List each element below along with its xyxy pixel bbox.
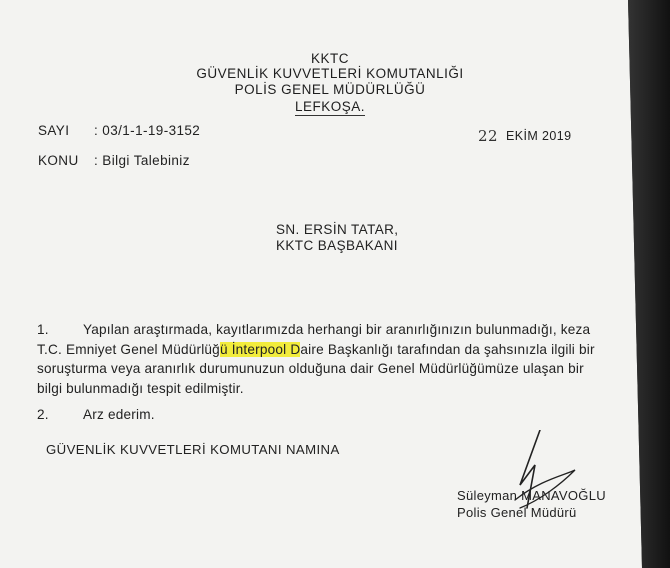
paragraph-2-text: Arz ederim. — [83, 407, 155, 422]
addressee-title: KKTC BAŞBAKANI — [276, 238, 398, 253]
sayi-label: SAYI — [38, 123, 70, 138]
signatory-name: Süleyman MANAVOĞLU — [457, 488, 606, 503]
paragraph-1-line-1-text: Yapılan araştırmada, kayıtlarımızda herhangi bir aranırlığınızın bulunmadığı, keza — [83, 322, 591, 337]
paragraph-1-number: 1. — [37, 322, 49, 337]
paragraph-2-number: 2. — [37, 407, 49, 422]
header-city-text: LEFKOŞA. — [294, 99, 366, 114]
signatory-title: Polis Genel Müdürü — [457, 505, 577, 520]
header-organization: GÜVENLİK KUVVETLERİ KOMUTANLIĞI — [196, 66, 464, 81]
konu-label: KONU — [38, 153, 79, 168]
date-day-handwritten: 22 — [478, 127, 498, 145]
highlighted-text: ü İnterpool D — [219, 341, 301, 357]
paragraph-1-line-2 — [37, 340, 632, 360]
paragraph-1-line-1 — [37, 320, 632, 340]
paragraph-1-line-2-after: aire Başkanlığı tarafından da şahsınızla ilgili bir — [300, 341, 595, 357]
konu-value: : Bilgi Talebiniz — [94, 153, 190, 168]
closing-line: GÜVENLİK KUVVETLERİ KOMUTANI NAMINA — [46, 442, 340, 457]
date-month-year: EKİM 2019 — [506, 129, 572, 143]
paragraph-1-line-4: bilgi bulunmadığı tespit edilmiştir. — [37, 380, 244, 396]
paragraph-2 — [37, 405, 632, 425]
header-department: POLİS GENEL MÜDÜRLÜĞÜ — [234, 82, 426, 97]
header-country: KKTC — [310, 51, 349, 66]
header-city — [150, 99, 510, 114]
addressee-name: SN. ERSİN TATAR, — [276, 222, 399, 237]
paragraph-1 — [37, 320, 632, 398]
paragraph-1-line-3: soruşturma veya aranırlık durumunuzun olduğuna dair Genel Müdürlüğümüze ulaşan bir — [37, 361, 584, 376]
sayi-value: : 03/1-1-19-3152 — [94, 123, 201, 138]
paragraph-1-line-2-before: T.C. Emniyet Genel Müdürlüğ — [37, 341, 220, 357]
